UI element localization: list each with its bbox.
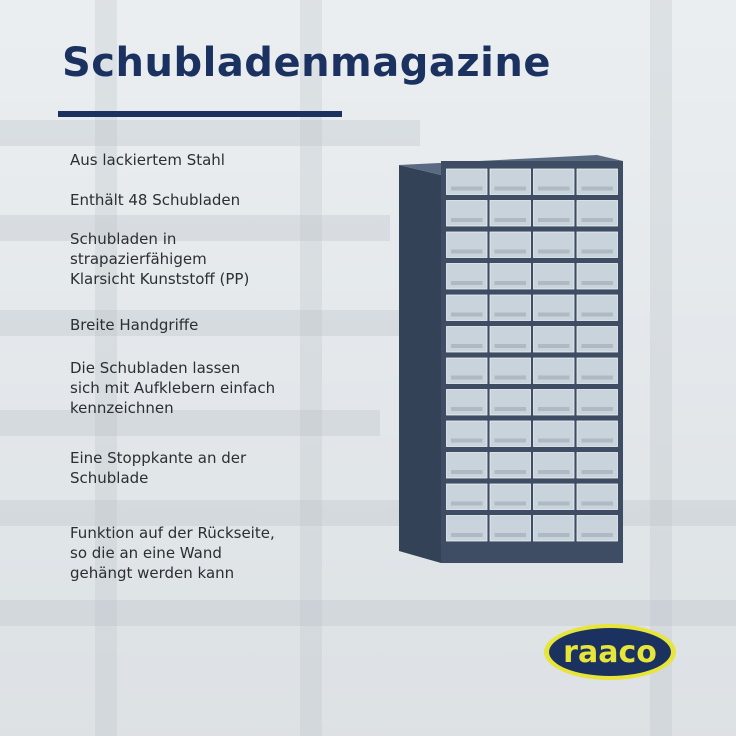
feature-item: Funktion auf der Rückseite, so die an eine Wand gehängt werden kann	[70, 524, 275, 582]
drawer	[534, 169, 575, 195]
drawer	[447, 169, 488, 195]
feature-item: Breite Handgriffe	[70, 316, 199, 334]
drawer-handle	[451, 281, 483, 285]
drawer-handle	[451, 407, 483, 411]
drawer	[534, 295, 575, 321]
drawer-handle	[538, 187, 570, 191]
drawer-cabinet-image	[397, 153, 627, 565]
drawer-handle	[582, 187, 614, 191]
svg-text:raaco: raaco	[563, 635, 657, 670]
drawer	[490, 453, 531, 479]
drawer	[447, 327, 488, 353]
drawer	[577, 453, 618, 479]
page-title: Schubladenmagazine	[62, 40, 551, 86]
drawer-handle	[582, 407, 614, 411]
drawer-handle	[582, 376, 614, 380]
drawer	[534, 358, 575, 384]
drawer-handle	[538, 376, 570, 380]
drawer	[490, 169, 531, 195]
drawer-handle	[538, 218, 570, 222]
drawer-handle	[538, 344, 570, 348]
drawer	[534, 201, 575, 227]
drawer-handle	[582, 218, 614, 222]
drawer-handle	[495, 502, 527, 506]
drawer	[447, 421, 488, 447]
drawer-handle	[495, 344, 527, 348]
drawer	[577, 232, 618, 258]
drawer	[447, 516, 488, 542]
drawer	[577, 484, 618, 510]
drawer	[534, 232, 575, 258]
drawer-handle	[451, 502, 483, 506]
drawer	[447, 484, 488, 510]
drawer-handle	[582, 250, 614, 254]
drawer-handle	[495, 407, 527, 411]
drawer-handle	[582, 439, 614, 443]
drawer	[577, 390, 618, 416]
feature-item: Aus lackiertem Stahl	[70, 151, 225, 169]
drawer-handle	[451, 218, 483, 222]
drawer-handle	[495, 250, 527, 254]
drawer	[577, 421, 618, 447]
drawer-handle	[538, 407, 570, 411]
drawer-handle	[538, 533, 570, 537]
drawer	[577, 264, 618, 290]
drawer	[490, 327, 531, 353]
title-underline	[58, 111, 342, 117]
drawer	[490, 201, 531, 227]
drawer-handle	[495, 218, 527, 222]
drawer	[490, 295, 531, 321]
drawer	[447, 295, 488, 321]
drawer	[577, 295, 618, 321]
drawer	[490, 358, 531, 384]
drawer-handle	[451, 376, 483, 380]
drawer	[447, 390, 488, 416]
drawer-handle	[495, 187, 527, 191]
drawer	[534, 484, 575, 510]
drawer-handle	[538, 439, 570, 443]
drawer-handle	[582, 313, 614, 317]
drawer	[577, 327, 618, 353]
drawer-handle	[582, 533, 614, 537]
drawer	[577, 169, 618, 195]
drawer-handle	[538, 313, 570, 317]
drawer	[490, 232, 531, 258]
drawer	[490, 484, 531, 510]
drawer	[447, 232, 488, 258]
drawer-handle	[582, 281, 614, 285]
drawer	[534, 421, 575, 447]
drawer	[490, 390, 531, 416]
drawer	[447, 453, 488, 479]
feature-item: Schubladen in strapazierfähigem Klarsicht Kunststoff (PP)	[70, 230, 250, 288]
raaco-logo	[540, 620, 680, 684]
drawer-handle	[451, 313, 483, 317]
drawer	[447, 264, 488, 290]
drawer-handle	[451, 470, 483, 474]
drawer	[490, 516, 531, 542]
drawer-handle	[451, 439, 483, 443]
drawer	[534, 264, 575, 290]
drawer-handle	[495, 313, 527, 317]
drawer-handle	[538, 502, 570, 506]
drawer	[534, 516, 575, 542]
drawer	[534, 327, 575, 353]
drawer-handle	[495, 376, 527, 380]
drawer-handle	[582, 502, 614, 506]
drawer	[447, 201, 488, 227]
feature-item: Enthält 48 Schubladen	[70, 191, 241, 209]
drawer-handle	[538, 250, 570, 254]
drawer	[577, 516, 618, 542]
drawer-handle	[582, 470, 614, 474]
feature-item: Eine Stoppkante an der Schublade	[70, 449, 247, 487]
drawer-handle	[451, 344, 483, 348]
drawer-handle	[451, 250, 483, 254]
drawer	[534, 390, 575, 416]
drawer	[534, 453, 575, 479]
feature-item: Die Schubladen lassen sich mit Aufklebern einfach kennzeichnen	[70, 359, 276, 417]
drawer	[490, 421, 531, 447]
drawer	[577, 201, 618, 227]
drawer-handle	[451, 533, 483, 537]
drawer-handle	[495, 470, 527, 474]
drawer-handle	[538, 470, 570, 474]
drawer	[577, 358, 618, 384]
drawer-handle	[582, 344, 614, 348]
drawer	[490, 264, 531, 290]
drawer-handle	[495, 533, 527, 537]
drawer-handle	[495, 281, 527, 285]
drawer-handle	[495, 439, 527, 443]
drawer	[447, 358, 488, 384]
drawer-handle	[538, 281, 570, 285]
drawer-handle	[451, 187, 483, 191]
